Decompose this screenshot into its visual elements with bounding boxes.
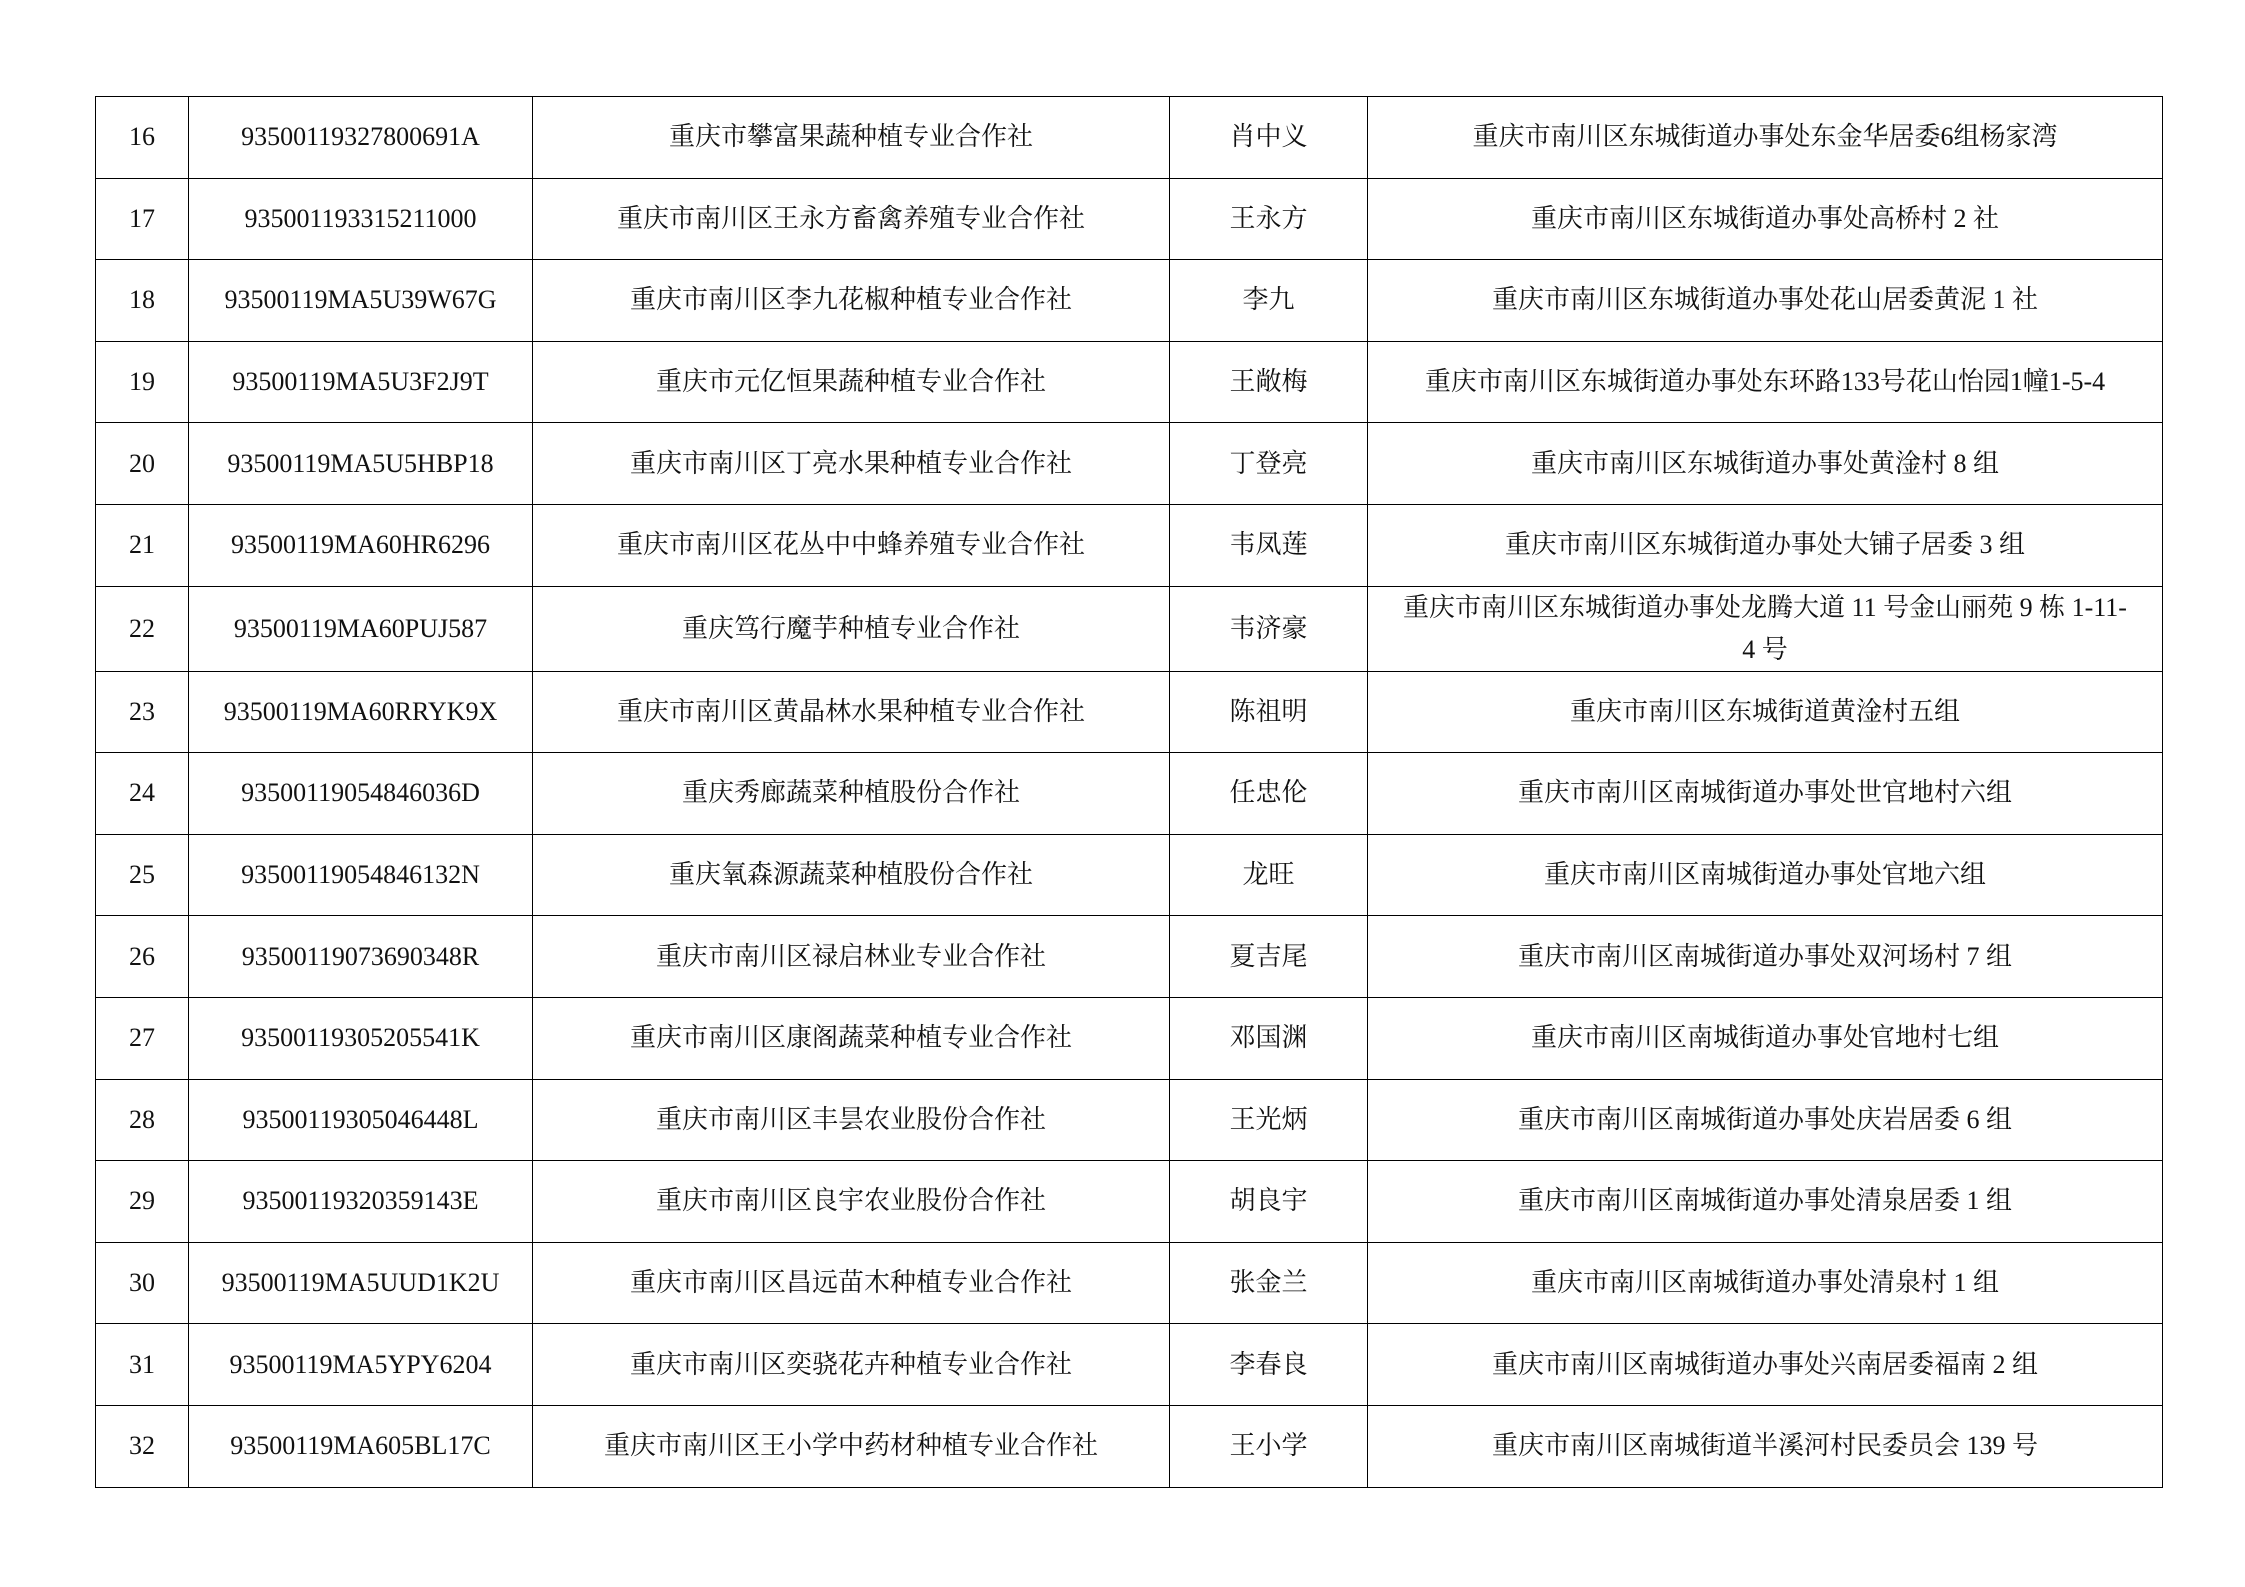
legal-representative-cell: 夏吉尾 [1170, 916, 1368, 998]
cooperatives-table [95, 96, 2163, 1488]
credit-code-cell: 93500119MA60PUJ587 [189, 586, 533, 671]
table-row [96, 341, 2163, 423]
row-number-cell: 20 [96, 423, 189, 505]
cooperative-name-cell: 重庆市南川区昌远苗木种植专业合作社 [533, 1242, 1170, 1324]
table-row [96, 586, 2163, 671]
cooperative-name-cell: 重庆市南川区王小学中药材种植专业合作社 [533, 1405, 1170, 1487]
legal-representative-cell: 李九 [1170, 260, 1368, 342]
legal-representative-cell: 韦济豪 [1170, 586, 1368, 671]
row-number-cell: 25 [96, 834, 189, 916]
legal-representative-cell: 丁登亮 [1170, 423, 1368, 505]
legal-representative-cell: 韦凤莲 [1170, 504, 1368, 586]
row-number-cell: 27 [96, 997, 189, 1079]
cooperative-name-cell: 重庆市南川区丰昙农业股份合作社 [533, 1079, 1170, 1161]
legal-representative-cell: 王永方 [1170, 178, 1368, 260]
credit-code-cell: 93500119054846036D [189, 753, 533, 835]
address-cell: 重庆市南川区南城街道半溪河村民委员会 139 号 [1368, 1405, 2163, 1487]
credit-code-cell: 93500119MA5U39W67G [189, 260, 533, 342]
cooperative-name-cell: 重庆市南川区丁亮水果种植专业合作社 [533, 423, 1170, 505]
row-number-cell: 29 [96, 1161, 189, 1243]
credit-code-cell: 93500119MA5U3F2J9T [189, 341, 533, 423]
credit-code-cell: 93500119MA5YPY6204 [189, 1324, 533, 1406]
legal-representative-cell: 龙旺 [1170, 834, 1368, 916]
cooperative-name-cell: 重庆市南川区李九花椒种植专业合作社 [533, 260, 1170, 342]
address-cell: 重庆市南川区东城街道办事处大铺子居委 3 组 [1368, 504, 2163, 586]
address-cell: 重庆市南川区南城街道办事处庆岩居委 6 组 [1368, 1079, 2163, 1161]
address-cell: 重庆市南川区东城街道办事处黄淦村 8 组 [1368, 423, 2163, 505]
row-number-cell: 18 [96, 260, 189, 342]
legal-representative-cell: 邓国渊 [1170, 997, 1368, 1079]
cooperative-name-cell: 重庆笃行魔芋种植专业合作社 [533, 586, 1170, 671]
row-number-cell: 17 [96, 178, 189, 260]
cooperative-name-cell: 重庆市南川区王永方畜禽养殖专业合作社 [533, 178, 1170, 260]
credit-code-cell: 93500119MA5U5HBP18 [189, 423, 533, 505]
table-row [96, 753, 2163, 835]
credit-code-cell: 93500119054846132N [189, 834, 533, 916]
row-number-cell: 24 [96, 753, 189, 835]
address-cell: 重庆市南川区东城街道办事处高桥村 2 社 [1368, 178, 2163, 260]
row-number-cell: 31 [96, 1324, 189, 1406]
legal-representative-cell: 肖中义 [1170, 97, 1368, 179]
table-row [96, 97, 2163, 179]
cooperative-name-cell: 重庆市南川区禄启林业专业合作社 [533, 916, 1170, 998]
address-cell: 重庆市南川区南城街道办事处官地村七组 [1368, 997, 2163, 1079]
credit-code-cell: 93500119MA60RRYK9X [189, 671, 533, 753]
credit-code-cell: 93500119MA60HR6296 [189, 504, 533, 586]
table-row [96, 178, 2163, 260]
address-cell: 重庆市南川区南城街道办事处双河场村 7 组 [1368, 916, 2163, 998]
row-number-cell: 16 [96, 97, 189, 179]
cooperative-name-cell: 重庆市攀富果蔬种植专业合作社 [533, 97, 1170, 179]
row-number-cell: 26 [96, 916, 189, 998]
credit-code-cell: 93500119MA605BL17C [189, 1405, 533, 1487]
address-cell: 重庆市南川区东城街道办事处东金华居委6组杨家湾 [1368, 97, 2163, 179]
credit-code-cell: 935001193315211000 [189, 178, 533, 260]
address-cell: 重庆市南川区东城街道办事处花山居委黄泥 1 社 [1368, 260, 2163, 342]
table-row [96, 997, 2163, 1079]
table-row [96, 1079, 2163, 1161]
credit-code-cell: 93500119073690348R [189, 916, 533, 998]
row-number-cell: 28 [96, 1079, 189, 1161]
legal-representative-cell: 任忠伦 [1170, 753, 1368, 835]
row-number-cell: 30 [96, 1242, 189, 1324]
cooperative-name-cell: 重庆市南川区黄晶林水果种植专业合作社 [533, 671, 1170, 753]
cooperative-name-cell: 重庆市南川区良宇农业股份合作社 [533, 1161, 1170, 1243]
legal-representative-cell: 王小学 [1170, 1405, 1368, 1487]
table-row [96, 423, 2163, 505]
credit-code-cell: 93500119320359143E [189, 1161, 533, 1243]
address-cell: 重庆市南川区南城街道办事处官地六组 [1368, 834, 2163, 916]
credit-code-cell: 93500119305046448L [189, 1079, 533, 1161]
legal-representative-cell: 胡良宇 [1170, 1161, 1368, 1243]
table-row [96, 834, 2163, 916]
table-row [96, 504, 2163, 586]
row-number-cell: 19 [96, 341, 189, 423]
address-cell: 重庆市南川区南城街道办事处清泉村 1 组 [1368, 1242, 2163, 1324]
address-cell: 重庆市南川区南城街道办事处兴南居委福南 2 组 [1368, 1324, 2163, 1406]
cooperative-name-cell: 重庆市南川区康阁蔬菜种植专业合作社 [533, 997, 1170, 1079]
address-cell: 重庆市南川区南城街道办事处清泉居委 1 组 [1368, 1161, 2163, 1243]
row-number-cell: 21 [96, 504, 189, 586]
legal-representative-cell: 陈祖明 [1170, 671, 1368, 753]
address-cell: 重庆市南川区东城街道办事处龙腾大道 11 号金山丽苑 9 栋 1-11-4 号 [1368, 586, 2163, 671]
legal-representative-cell: 王敞梅 [1170, 341, 1368, 423]
table-row [96, 1324, 2163, 1406]
legal-representative-cell: 王光炳 [1170, 1079, 1368, 1161]
legal-representative-cell: 张金兰 [1170, 1242, 1368, 1324]
credit-code-cell: 93500119305205541K [189, 997, 533, 1079]
address-cell: 重庆市南川区东城街道黄淦村五组 [1368, 671, 2163, 753]
credit-code-cell: 93500119327800691A [189, 97, 533, 179]
table-row [96, 1405, 2163, 1487]
cooperative-name-cell: 重庆秀廊蔬菜种植股份合作社 [533, 753, 1170, 835]
table-body [96, 97, 2163, 1488]
credit-code-cell: 93500119MA5UUD1K2U [189, 1242, 533, 1324]
table-row [96, 916, 2163, 998]
row-number-cell: 32 [96, 1405, 189, 1487]
table-row [96, 671, 2163, 753]
address-cell: 重庆市南川区东城街道办事处东环路133号花山怡园1幢1-5-4 [1368, 341, 2163, 423]
address-cell: 重庆市南川区南城街道办事处世官地村六组 [1368, 753, 2163, 835]
cooperative-name-cell: 重庆市南川区花丛中中蜂养殖专业合作社 [533, 504, 1170, 586]
table-row [96, 260, 2163, 342]
table-row [96, 1242, 2163, 1324]
cooperative-name-cell: 重庆市南川区奕骁花卉种植专业合作社 [533, 1324, 1170, 1406]
table-row [96, 1161, 2163, 1243]
cooperative-name-cell: 重庆氧森源蔬菜种植股份合作社 [533, 834, 1170, 916]
legal-representative-cell: 李春良 [1170, 1324, 1368, 1406]
row-number-cell: 23 [96, 671, 189, 753]
cooperative-name-cell: 重庆市元亿恒果蔬种植专业合作社 [533, 341, 1170, 423]
row-number-cell: 22 [96, 586, 189, 671]
